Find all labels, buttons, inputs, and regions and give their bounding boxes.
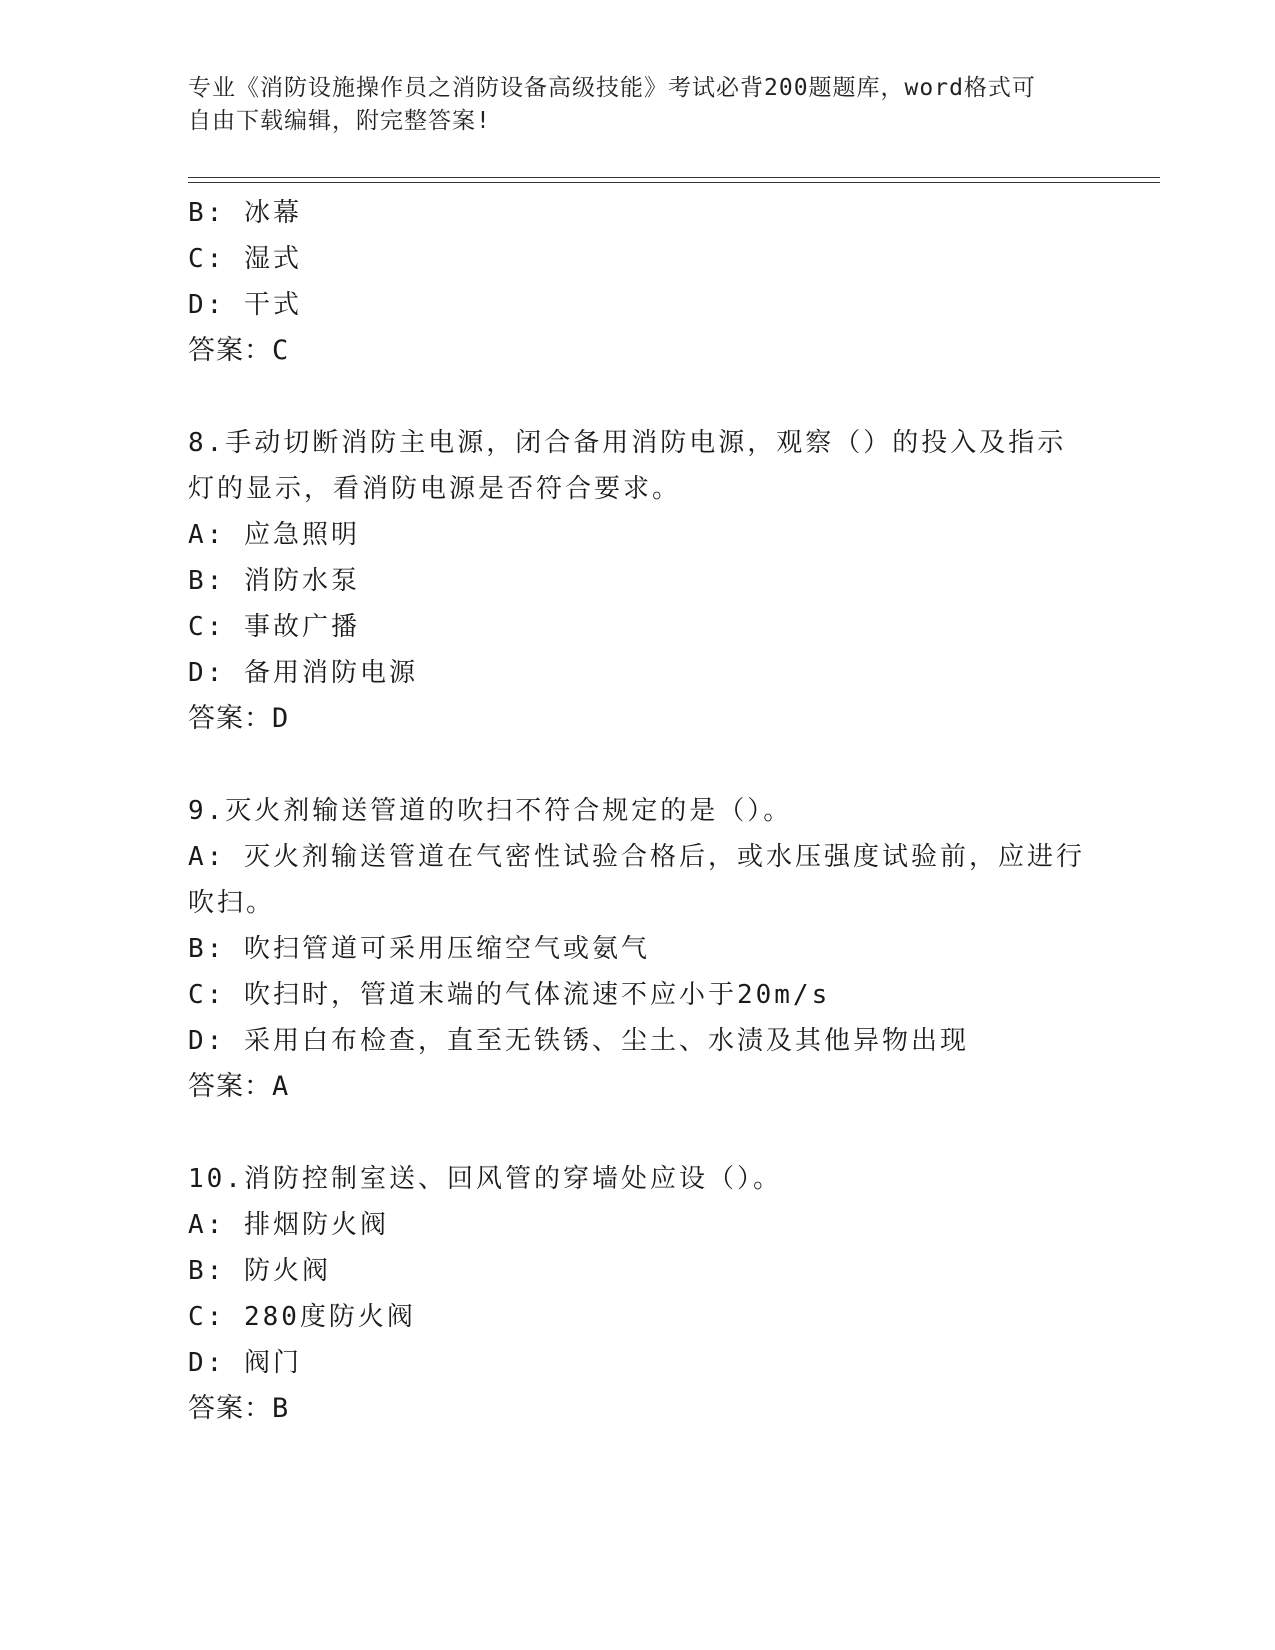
header-line-1: 专业《消防设施操作员之消防设备高级技能》考试必背200题题库，word格式可 bbox=[188, 75, 1036, 101]
option-c: C: 事故广播 bbox=[188, 612, 360, 642]
question-stem: 9.灭火剂输送管道的吹扫不符合规定的是（）。 bbox=[188, 796, 793, 826]
option-d: D: 干式 bbox=[188, 290, 302, 320]
question-stem-continued: 灯的显示，看消防电源是否符合要求。 bbox=[188, 474, 682, 504]
question-list bbox=[188, 190, 1088, 1432]
question-stem: 8.手动切断消防主电源，闭合备用消防电源，观察（）的投入及指示 bbox=[188, 428, 1067, 458]
header-line-2: 自由下载编辑，附完整答案! bbox=[188, 108, 491, 134]
option-d: D: 阀门 bbox=[188, 1348, 302, 1378]
option-c: C: 湿式 bbox=[188, 244, 302, 274]
option-c: C: 吹扫时，管道末端的气体流速不应小于20m/s bbox=[188, 980, 831, 1010]
option-b: B: 消防水泵 bbox=[188, 566, 360, 596]
header-divider-top bbox=[188, 177, 1160, 178]
question-7-tail bbox=[188, 190, 1088, 374]
answer: 答案：C bbox=[188, 335, 290, 366]
option-b: B: 防火阀 bbox=[188, 1256, 331, 1286]
header-divider-bottom bbox=[188, 182, 1160, 183]
answer: 答案：B bbox=[188, 1393, 290, 1424]
option-a: A: 排烟防火阀 bbox=[188, 1210, 389, 1240]
document-header bbox=[188, 72, 1068, 138]
option-a: A: 灭火剂输送管道在气密性试验合格后，或水压强度试验前，应进行 bbox=[188, 842, 1085, 872]
option-b: B: 冰幕 bbox=[188, 198, 302, 228]
option-c: C: 280度防火阀 bbox=[188, 1302, 416, 1332]
option-a: A: 应急照明 bbox=[188, 520, 360, 550]
question-8 bbox=[188, 420, 1088, 742]
answer: 答案：A bbox=[188, 1071, 290, 1102]
answer: 答案：D bbox=[188, 703, 290, 734]
question-stem: 10.消防控制室送、回风管的穿墙处应设（）。 bbox=[188, 1164, 782, 1194]
option-b: B: 吹扫管道可采用压缩空气或氨气 bbox=[188, 934, 650, 964]
option-d: D: 备用消防电源 bbox=[188, 658, 418, 688]
option-d: D: 采用白布检查，直至无铁锈、尘土、水渍及其他异物出现 bbox=[188, 1026, 969, 1056]
question-10 bbox=[188, 1156, 1088, 1432]
option-a-continued: 吹扫。 bbox=[188, 888, 276, 918]
question-9 bbox=[188, 788, 1088, 1110]
